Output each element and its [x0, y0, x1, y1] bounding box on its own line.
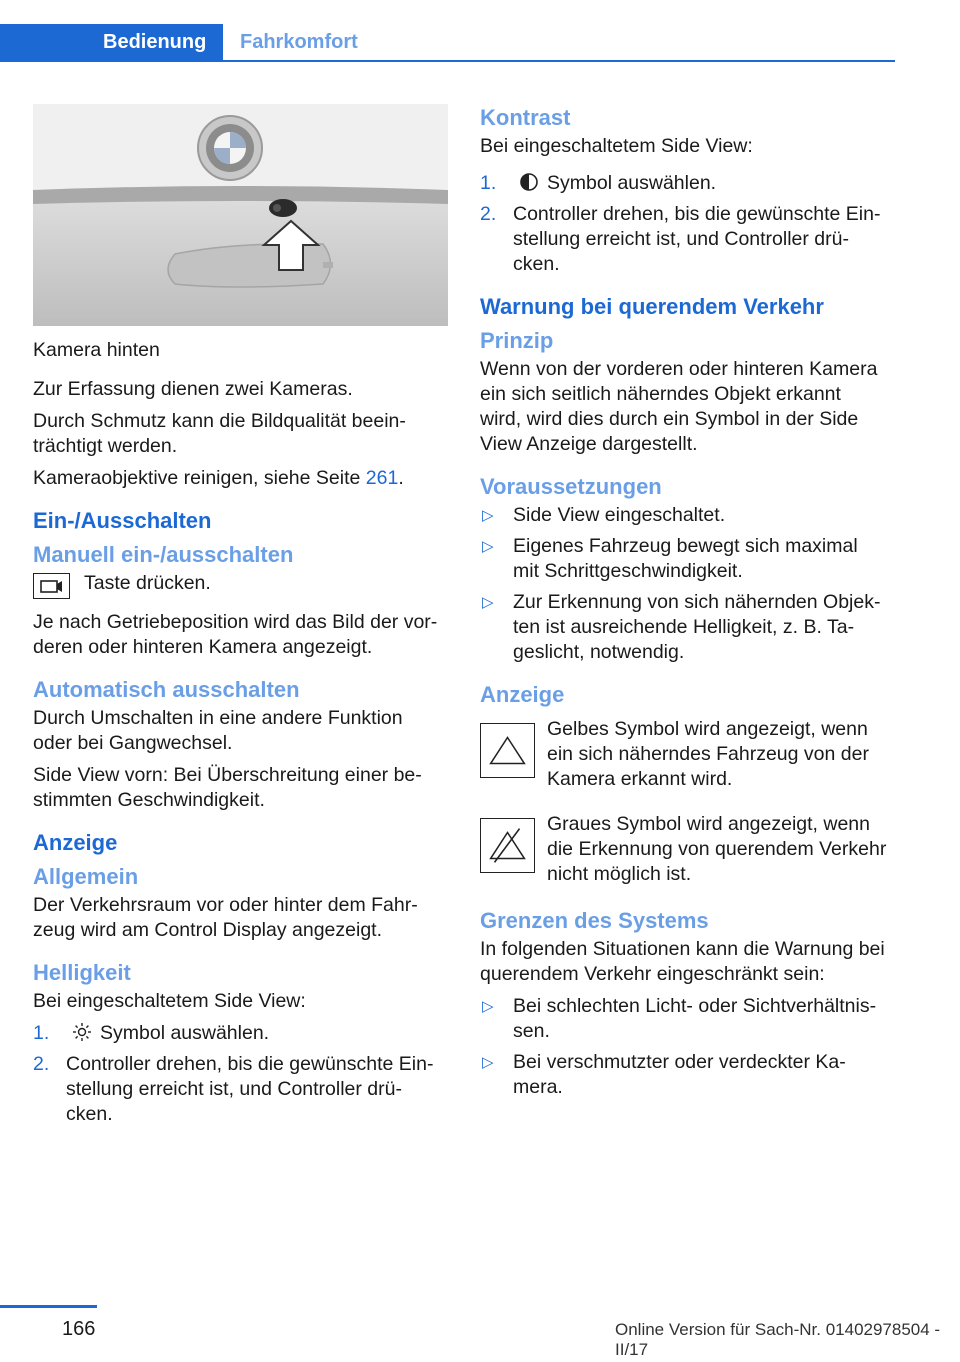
heading-anzeige-right: Anzeige [480, 682, 565, 707]
heading-grenzen: Grenzen des Systems [480, 908, 709, 933]
left-column [33, 104, 448, 1133]
heading-manuell: Manuell ein-/ausschalten [33, 542, 294, 567]
paragraph-kontrast-intro: Bei eingeschaltetem Side View: [480, 135, 753, 157]
warning-triangle-crossed-icon [480, 818, 535, 873]
kontrast-steps [480, 171, 895, 277]
paragraph-side-view-vorn: Side View vorn: Bei Überschreitung einer be‐ stimmten Geschwindigkeit. [33, 764, 422, 811]
list-item: 2. Controller drehen, bis die gewünschte Ein‐ stellung erreicht ist, und Controller drü‐ cken. [33, 1053, 434, 1125]
helligkeit-steps [33, 1021, 448, 1127]
grenzen-list [480, 994, 895, 1100]
paragraph-getriebe: Je nach Getriebeposition wird das Bild der vor‐ deren oder hinteren Kamera angezeigt. [33, 611, 438, 658]
voraussetzungen-list [480, 503, 895, 665]
bullet-triangle-icon: ▷ [482, 998, 494, 1015]
footer-accent-bar [0, 1305, 97, 1308]
camera-button-icon [33, 573, 70, 599]
paragraph-umschalten: Durch Umschalten in eine andere Funktion oder bei Gangwechsel. [33, 707, 403, 754]
paragraph-reinigen: Kameraobjektive reinigen, siehe Seite 261. [33, 467, 404, 489]
taste-row [33, 571, 448, 596]
list-item: 1. Symbol auswählen. [33, 1022, 270, 1044]
grey-symbol-text: Graues Symbol wird angezeigt, wenn die Erkennung von querendem Verkehr nicht möglich ist. [547, 813, 887, 885]
yellow-symbol-row [480, 717, 895, 792]
tab-fahrkomfort[interactable]: Fahrkomfort [240, 31, 358, 53]
heading-automatisch: Automatisch ausschalten [33, 677, 300, 702]
list-item: 1. Symbol auswählen. [480, 172, 717, 194]
footer-version-text: Online Version für Sach-Nr. 01402978504 - II/17 [615, 1320, 941, 1359]
list-item: ▷ Side View eingeschaltet. [482, 504, 726, 526]
warning-triangle-icon [480, 723, 535, 778]
heading-kontrast: Kontrast [480, 105, 571, 130]
contrast-icon [519, 172, 539, 192]
paragraph-verkehrsraum: Der Verkehrsraum vor oder hinter dem Fahr‐ zeug wird am Control Display angezeigt. [33, 894, 418, 941]
photo-caption: Kamera hinten [33, 339, 160, 361]
list-item: 2. Controller drehen, bis die gewünschte Ein‐ stellung erreicht ist, und Controller drü‐ cken. [480, 203, 881, 275]
paragraph-prinzip: Wenn von der vorderen oder hinteren Kamera ein sich seitlich näherndes Objekt erkannt wird, wird dies durch ein Symbol in der Side View Anzeige dargestellt. [480, 358, 878, 455]
bullet-triangle-icon: ▷ [482, 1054, 494, 1071]
bullet-triangle-icon: ▷ [482, 538, 494, 555]
heading-ein-ausschalten: Ein-/Ausschalten [33, 508, 212, 533]
heading-helligkeit: Helligkeit [33, 960, 131, 985]
heading-anzeige: Anzeige [33, 830, 118, 855]
grey-symbol-row [480, 812, 895, 887]
paragraph-schmutz: Durch Schmutz kann die Bildqualität beein‐ trächtigt werden. [33, 410, 406, 457]
heading-allgemein: Allgemein [33, 864, 139, 889]
yellow-symbol-text: Gelbes Symbol wird angezeigt, wenn ein sich näherndes Fahrzeug von der Kamera erkannt wird. [547, 718, 869, 790]
taste-text: Taste drücken. [84, 572, 211, 594]
right-column [480, 104, 895, 1106]
paragraph-grenzen: In folgenden Situationen kann die Warnung bei querendem Verkehr eingeschränkt sein: [480, 938, 885, 985]
rear-camera-photo [33, 104, 448, 326]
list-item: ▷ Bei schlechten Licht- oder Sichtverhältnis‐ sen. [482, 995, 877, 1042]
bullet-triangle-icon: ▷ [482, 594, 494, 611]
list-item: ▷ Zur Erkennung von sich nähernden Objek‐ ten ist ausreichende Helligkeit, z. B. Ta‐ geslicht, notwendig. [482, 591, 881, 663]
page-link-261[interactable]: 261 [365, 467, 399, 489]
page-number: 166 [62, 1318, 96, 1340]
list-item: ▷ Bei verschmutzter oder verdeckter Ka‐ mera. [482, 1051, 846, 1098]
heading-warnung: Warnung bei querendem Verkehr [480, 294, 824, 319]
heading-prinzip: Prinzip [480, 328, 554, 353]
chapter-tabbar [0, 24, 895, 62]
heading-voraussetzungen: Voraussetzungen [480, 474, 662, 499]
paragraph-hell-intro: Bei eingeschaltetem Side View: [33, 990, 306, 1012]
paragraph-kameras: Zur Erfassung dienen zwei Kameras. [33, 378, 353, 400]
bullet-triangle-icon: ▷ [482, 507, 494, 524]
list-item: ▷ Eigenes Fahrzeug bewegt sich maximal mit Schrittgeschwindigkeit. [482, 535, 858, 582]
brightness-icon [72, 1022, 92, 1042]
tab-bedienung[interactable]: Bedienung [0, 24, 223, 61]
